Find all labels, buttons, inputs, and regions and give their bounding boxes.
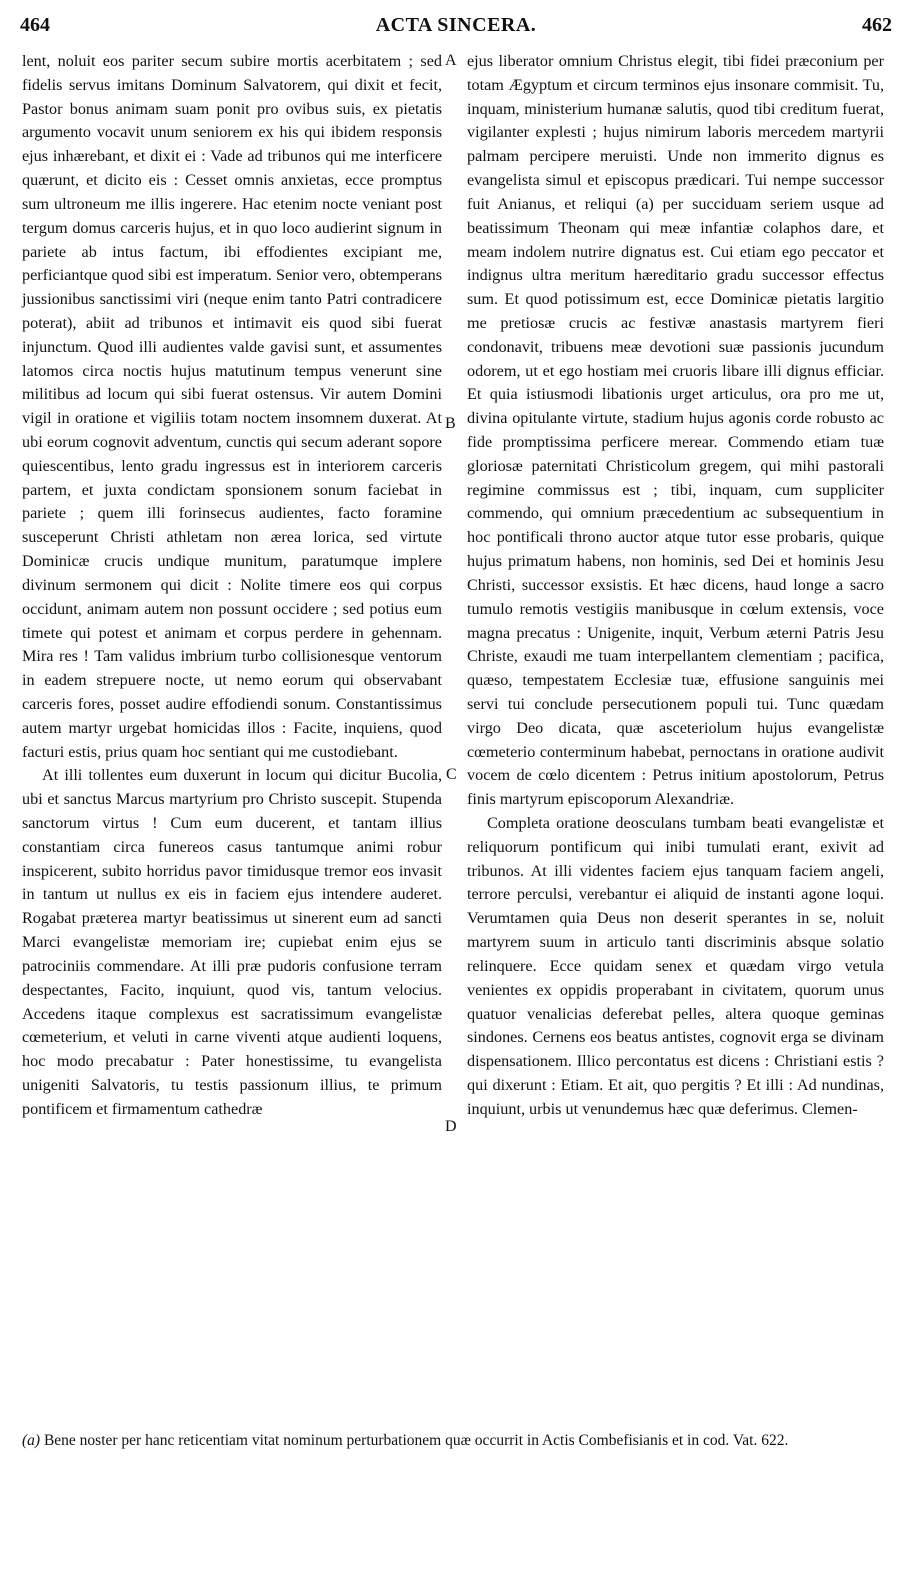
right-column — [467, 50, 884, 1122]
margin-marker-a: A — [445, 52, 457, 69]
page-number-left: 464 — [20, 14, 50, 36]
left-column — [22, 50, 442, 1122]
footnote-text: Bene noster per hanc reticentiam vitat nominum perturbationem quæ occurrit in Actis Combefisianis et in cod. Vat. 622. — [43, 1432, 789, 1449]
left-paragraph-2: At illi tollentes eum duxerunt in locum qui dicitur Bucolia, ubi et sanctus Marcus martyrium pro Christo suscepit. Stupenda sanctorum virtus ! Cum eum ducerent, et tantam illius constantiam circa funereos casus tantumque animi robur inspicerent, subito horridus pavor timidusque tremor eos invasit in tantum ut nullus ex eis in faciem ejus intendere auderet. Rogabat præterea martyr beatissimus ut sinerent eum ad sancti Marci evangelistæ memoriam ire; cupiebat enim ejus se patrociniis commendare. At illi præ pudoris confusione terram despectantes, Facito, inquiunt, quod vis, tantum velocius. Accedens itaque complexus est sacratissimum evangelistæ cœmeterium, et veluti in carne viventi atque audienti loquens, hoc modo precabatur : Pater honestissime, tu evangelista unigeniti Salvatoris, tu testis passionum illius, te primum pontificem et firmamentum cathedræ — [22, 766, 442, 1118]
margin-marker-b: B — [445, 415, 456, 432]
margin-marker-d: D — [445, 1118, 457, 1135]
left-paragraph-1: lent, noluit eos pariter secum subire mortis acerbitatem ; sed fidelis servus imitans Dominum Salvatorem, qui dixit et fecit, Pastor bonus animam suam ponit pro ovibus suis, ex pietatis argumento vocavit unum seniorem ex his qui ibidem responsis ejus inhærebant, et dixit ei : Vade ad tribunos qui me interficere quærunt, et dicito eis : Cesset omnis anxietas, ecce promptus sum ultroneum me illis ingerere. Hac etenim nocte veniant post tergum domus carceris hujus, et in quo loco audierint signum in pariete ab intus factum, ibi effodientes excipiant me, perficiantque quod sibi est imperatum. Senior vero, obtemperans jussionibus sanctissimi viri (neque enim tanto Patri contradicere poterat), abiit ad tribunos et intimavit eis quod sibi fuerat injunctum. Quod illi audientes valde gavisi sunt, et assumentes latomos circa noctis hujus matutinum tempus venerunt sine militibus ad locum qui sibi fuerat ostensus. Vir autem Domini vigil in oratione et vigiliis totam noctem insomnem duxerat. At ubi eorum cognovit adventum, cunctis qui secum aderant sopore quiescentibus, lento gradu ingressus est in interiorem carceris partem, et juxta condictam sponsionem sonum faciebat in pariete ; quem illi forinsecus audientes, facto foramine susceperunt Christi athletam non ærea lorica, sed virtute Dominicæ crucis undique munitum, paratumque implere divinum sermonem qui dicit : Nolite timere eos qui corpus occidunt, animam autem non possunt occidere ; sed potius eum timete qui potest et animam et corpus perdere in gehennam. Mira res ! Tam validus imbrium turbo collisionesque ventorum in eadem strepuere nocte, ut nemo eorum qui observabant carceris fores, posset audire effodiendi sonum. Constantissimus autem martyr urgebat homicidas illos : Facite, inquiens, quod facturi estis, prius quam hoc sentiant qui me custodiebant. — [22, 52, 442, 761]
footnote-label: (a) — [22, 1432, 41, 1449]
right-paragraph-1: ejus liberator omnium Christus elegit, tibi fidei præconium per totam Ægyptum et circum terminos ejus insonare commisit. Tu, inquam, ministerium humanæ salutis, quod tibi creditum fuerat, vigilanter explesti ; hujus nimirum laboris mercedem martyrii palmam percipere meruisti. Unde non immerito dignus es evangelista simul et episcopus prædicari. Tui nempe successor fuit Anianus, et reliqui (a) per succiduam seriem usque ad beatissimum Theonam qui meæ infantiæ colaphos dare, et meam indolem nutrire dignatus est. Cui etiam ego peccator et indignus ultra meritum hæreditario gradu successor effectus sum. Et quod potissimum est, ecce Dominicæ pietatis largitio me pretiosæ crucis ac festivæ anastasis martyrem fieri condonavit, tribuens meæ devotioni suæ passionis jucundum odorem, ut et ego hostiam mei cruoris libare illi dignus efficiar. Et quia istiusmodi libationis urget articulus, ora pro me ut, divina opitulante virtute, stadium hujus agonis corde robusto ac fide promptissima perficere merear. Commendo etiam tuæ gloriosæ paternitati Christicolum gregem, qui mihi pastorali regimine commissus est ; tibi, inquam, cum suppliciter commendo, qui omnium præcedentium ac subsequentium in hoc pontificali throno auctor atque tutor esse probaris, quique hujus primatum habens, non hominis, sed Dei et hominis Jesu Christi, successor exsistis. Et hæc dicens, haud longe a sacro tumulo remotis vestigiis manibusque in cœlum extensis, voce magna precatus : Unigenite, inquit, Verbum æterni Patris Jesu Christe, exaudi me tuam interpellantem clementiam ; pacifica, quæso, tempestatem Ecclesiæ tuæ, effusione sanguinis mei servi tui conclude persecutionem populi tui. Tunc quædam virgo Deo dicata, quæ asceteriolum hujus evangelistæ cœmeterio conterminum habebat, pernoctans in oratione audivit vocem de cœlo dicentem : Petrus initium apostolorum, Petrus finis martyrum episcoporum Alexandriæ. — [467, 52, 884, 809]
running-title: ACTA SINCERA. — [375, 14, 537, 36]
page-number-right: 462 — [862, 14, 892, 36]
footnote — [22, 1430, 884, 1451]
running-header — [20, 14, 892, 42]
margin-marker-c: C — [446, 766, 457, 783]
right-paragraph-2: Completa oratione deosculans tumbam beati evangelistæ et reliquorum pontificum qui inibi tumulati erant, exivit ad tribunos. At illi videntes faciem ejus tanquam faciem angeli, terrore perculsi, verebantur ei aliquid de instanti agone loqui. Verumtamen quia Deus non deserit sperantes in se, noluit martyrem suum in articulo tanti discriminis absque solatio relinquere. Ecce quidam senex et quædam virgo vetula venientes ex oppidis properabant in civitatem, quorum unus quatuor venalicias deferebat pelles, altera quoque geminas sindones. Cernens eos beatus antistes, cognovit erga se divinam dispensationem. Illico percontatus est dicens : Christiani estis ? qui dixerunt : Etiam. Et ait, quo pergitis ? Et illi : Ad nundinas, inquiunt, urbis ut venundemus hæc quæ deferimus. Clemen- — [467, 814, 884, 1118]
